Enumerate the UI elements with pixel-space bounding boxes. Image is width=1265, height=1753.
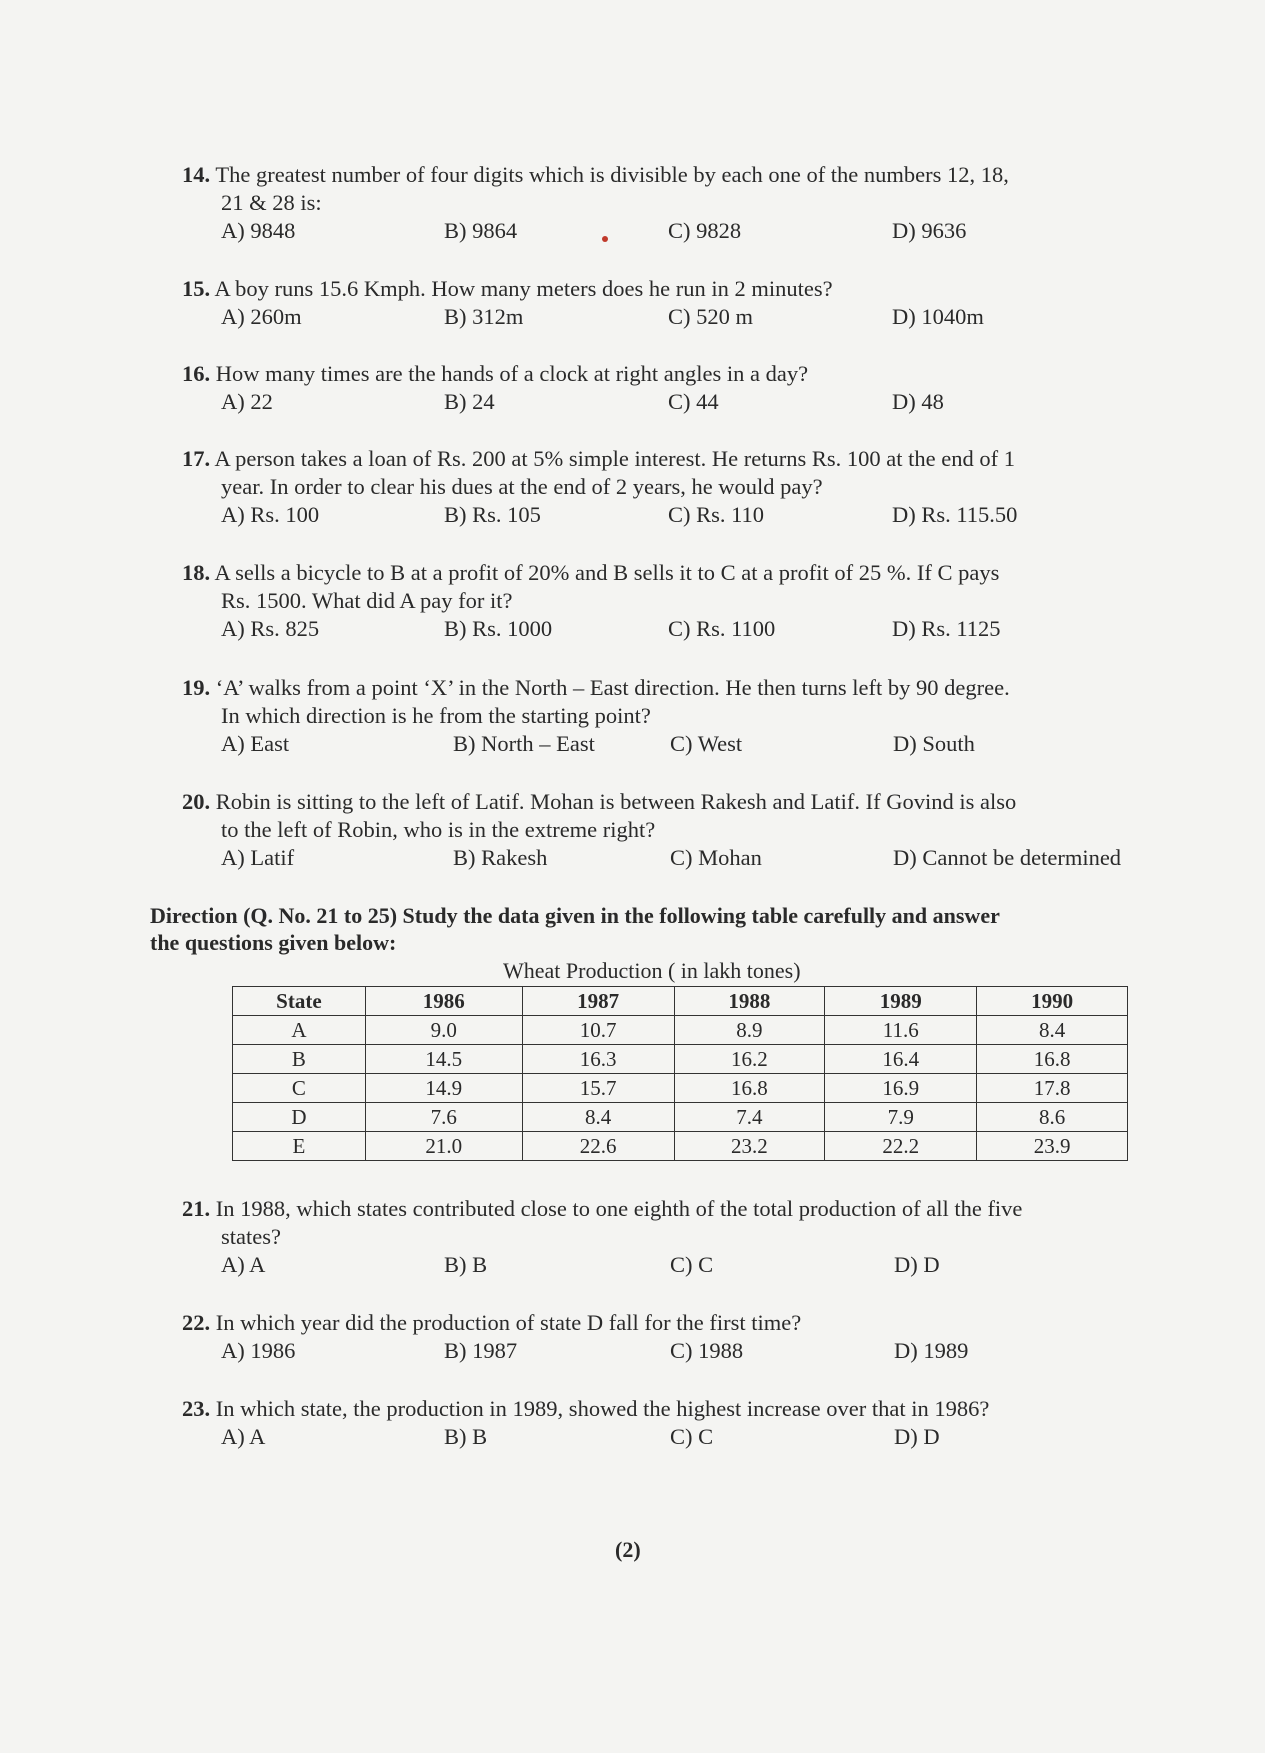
question-number: 20. bbox=[182, 789, 211, 814]
question-number: 14. bbox=[182, 162, 211, 187]
wheat-production-table bbox=[232, 986, 1128, 1161]
table-cell: 16.8 bbox=[977, 1045, 1128, 1074]
question-text: The greatest number of four digits which is divisible by each one of the numbers 12, 18, bbox=[215, 162, 1009, 187]
options-row bbox=[182, 217, 1142, 245]
option-c: C) C bbox=[670, 1424, 714, 1449]
direction-line-1: Direction (Q. No. 21 to 25) Study the data given in the following table carefully and answer bbox=[150, 903, 1000, 928]
direction-line-2: the questions given below: bbox=[150, 930, 397, 955]
question-20 bbox=[182, 788, 1142, 872]
table-cell: 14.9 bbox=[365, 1074, 522, 1103]
table-cell: 15.7 bbox=[522, 1074, 674, 1103]
option-a: A) East bbox=[221, 731, 290, 756]
table-caption: Wheat Production ( in lakh tones) bbox=[503, 958, 801, 983]
question-23 bbox=[182, 1395, 1142, 1451]
options-row bbox=[182, 844, 1142, 872]
header-cell: 1987 bbox=[522, 987, 674, 1016]
table-cell: 23.2 bbox=[674, 1132, 825, 1161]
option-a: A) 1986 bbox=[221, 1338, 296, 1363]
option-b: B) 24 bbox=[444, 389, 495, 414]
options-row bbox=[182, 388, 1142, 416]
option-b: B) B bbox=[444, 1252, 488, 1277]
question-text-continued: states? bbox=[221, 1224, 281, 1249]
table-header-row bbox=[233, 987, 1128, 1016]
option-a: A) 22 bbox=[221, 389, 273, 414]
option-b: B) B bbox=[444, 1424, 488, 1449]
option-d: D) 9636 bbox=[892, 218, 967, 243]
option-a: A) Rs. 825 bbox=[221, 616, 320, 641]
question-number: 23. bbox=[182, 1396, 211, 1421]
table-row bbox=[233, 1074, 1128, 1103]
table-cell: 17.8 bbox=[977, 1074, 1128, 1103]
table-cell: 8.6 bbox=[977, 1103, 1128, 1132]
option-d: D) 1989 bbox=[894, 1338, 969, 1363]
question-number: 16. bbox=[182, 361, 211, 386]
question-number: 21. bbox=[182, 1196, 211, 1221]
option-b: B) 312m bbox=[444, 304, 524, 329]
option-d: D) 1040m bbox=[892, 304, 984, 329]
table-cell: 8.9 bbox=[674, 1016, 825, 1045]
option-c: C) 44 bbox=[668, 389, 719, 414]
option-b: B) 1987 bbox=[444, 1338, 518, 1363]
option-c: C) Rs. 1100 bbox=[668, 616, 776, 641]
table-cell: 16.2 bbox=[674, 1045, 825, 1074]
option-b: B) North – East bbox=[453, 731, 595, 756]
table-cell: 8.4 bbox=[522, 1103, 674, 1132]
option-c: C) 1988 bbox=[670, 1338, 744, 1363]
table-row bbox=[233, 1132, 1128, 1161]
table-cell: 16.3 bbox=[522, 1045, 674, 1074]
option-b: B) 9864 bbox=[444, 218, 518, 243]
option-b: B) Rakesh bbox=[453, 845, 548, 870]
table-cell: C bbox=[233, 1074, 366, 1103]
option-d: D) 48 bbox=[892, 389, 944, 414]
page-number: (2) bbox=[615, 1537, 641, 1562]
question-number: 17. bbox=[182, 446, 211, 471]
option-c: C) 520 m bbox=[668, 304, 754, 329]
table-cell: 7.6 bbox=[365, 1103, 522, 1132]
table-row bbox=[233, 1016, 1128, 1045]
table-cell: 16.9 bbox=[825, 1074, 977, 1103]
option-d: D) Cannot be determined bbox=[893, 845, 1122, 870]
question-text: Robin is sitting to the left of Latif. Mohan is between Rakesh and Latif. If Govind is also bbox=[215, 789, 1017, 814]
question-text-continued: year. In order to clear his dues at the end of 2 years, he would pay? bbox=[221, 474, 823, 499]
table-cell: 14.5 bbox=[365, 1045, 522, 1074]
header-cell: 1989 bbox=[825, 987, 977, 1016]
question-text: ‘A’ walks from a point ‘X’ in the North – East direction. He then turns left by 90 degree. bbox=[215, 675, 1010, 700]
options-row bbox=[182, 730, 1142, 758]
option-b: B) Rs. 1000 bbox=[444, 616, 553, 641]
table-cell: B bbox=[233, 1045, 366, 1074]
table-cell: 7.4 bbox=[674, 1103, 825, 1132]
option-c: C) Mohan bbox=[670, 845, 762, 870]
option-b: B) Rs. 105 bbox=[444, 502, 541, 527]
options-row bbox=[182, 615, 1142, 643]
header-cell: 1990 bbox=[977, 987, 1128, 1016]
option-a: A) 260m bbox=[221, 304, 302, 329]
direction-block bbox=[150, 902, 1150, 956]
table-cell: 9.0 bbox=[365, 1016, 522, 1045]
question-17 bbox=[182, 445, 1142, 529]
table-row bbox=[233, 1045, 1128, 1074]
table-cell: 8.4 bbox=[977, 1016, 1128, 1045]
table-cell: D bbox=[233, 1103, 366, 1132]
question-text-continued: to the left of Robin, who is in the extreme right? bbox=[221, 817, 656, 842]
option-d: D) D bbox=[894, 1424, 940, 1449]
table-cell: 16.4 bbox=[825, 1045, 977, 1074]
question-21 bbox=[182, 1195, 1142, 1279]
options-row bbox=[182, 501, 1142, 529]
table-cell: 22.2 bbox=[825, 1132, 977, 1161]
table-cell: 10.7 bbox=[522, 1016, 674, 1045]
table-cell: 11.6 bbox=[825, 1016, 977, 1045]
header-cell: 1988 bbox=[674, 987, 825, 1016]
question-text: A boy runs 15.6 Kmph. How many meters does he run in 2 minutes? bbox=[214, 276, 833, 301]
question-number: 19. bbox=[182, 675, 211, 700]
option-c: C) Rs. 110 bbox=[668, 502, 765, 527]
option-a: A) A bbox=[221, 1424, 266, 1449]
options-row bbox=[182, 1337, 1142, 1365]
options-row bbox=[182, 1423, 1142, 1451]
question-19 bbox=[182, 674, 1142, 758]
header-cell: State bbox=[233, 987, 366, 1016]
question-number: 15. bbox=[182, 276, 211, 301]
option-d: D) Rs. 1125 bbox=[892, 616, 1001, 641]
question-14 bbox=[182, 161, 1142, 245]
question-18 bbox=[182, 559, 1142, 643]
question-number: 18. bbox=[182, 560, 211, 585]
question-text: How many times are the hands of a clock at right angles in a day? bbox=[215, 361, 809, 386]
question-number: 22. bbox=[182, 1310, 211, 1335]
question-text: A sells a bicycle to B at a profit of 20% and B sells it to C at a profit of 25 %. If C pays bbox=[214, 560, 1000, 585]
table-cell: 7.9 bbox=[825, 1103, 977, 1132]
table-cell: E bbox=[233, 1132, 366, 1161]
question-text-continued: 21 & 28 is: bbox=[221, 190, 322, 215]
header-cell: 1986 bbox=[365, 987, 522, 1016]
table-cell: 16.8 bbox=[674, 1074, 825, 1103]
question-16 bbox=[182, 360, 1142, 416]
option-d: D) Rs. 115.50 bbox=[892, 502, 1018, 527]
option-c: C) 9828 bbox=[668, 218, 742, 243]
option-a: A) A bbox=[221, 1252, 266, 1277]
option-a: A) Rs. 100 bbox=[221, 502, 320, 527]
option-a: A) Latif bbox=[221, 845, 295, 870]
table-cell: A bbox=[233, 1016, 366, 1045]
option-d: D) South bbox=[893, 731, 975, 756]
ink-mark bbox=[602, 236, 608, 242]
question-text: A person takes a loan of Rs. 200 at 5% simple interest. He returns Rs. 100 at the end of 1 bbox=[214, 446, 1015, 471]
option-d: D) D bbox=[894, 1252, 940, 1277]
option-c: C) C bbox=[670, 1252, 714, 1277]
table-cell: 22.6 bbox=[522, 1132, 674, 1161]
table-cell: 21.0 bbox=[365, 1132, 522, 1161]
question-15 bbox=[182, 275, 1142, 331]
question-text: In 1988, which states contributed close to one eighth of the total production of all the five bbox=[215, 1196, 1023, 1221]
question-22 bbox=[182, 1309, 1142, 1365]
options-row bbox=[182, 303, 1142, 331]
question-text-continued: Rs. 1500. What did A pay for it? bbox=[221, 588, 513, 613]
table-row bbox=[233, 1103, 1128, 1132]
question-text-continued: In which direction is he from the starting point? bbox=[221, 703, 651, 728]
question-text: In which state, the production in 1989, showed the highest increase over that in 1986? bbox=[215, 1396, 990, 1421]
option-c: C) West bbox=[670, 731, 743, 756]
options-row bbox=[182, 1251, 1142, 1279]
option-a: A) 9848 bbox=[221, 218, 296, 243]
question-text: In which year did the production of state D fall for the first time? bbox=[215, 1310, 802, 1335]
table-cell: 23.9 bbox=[977, 1132, 1128, 1161]
